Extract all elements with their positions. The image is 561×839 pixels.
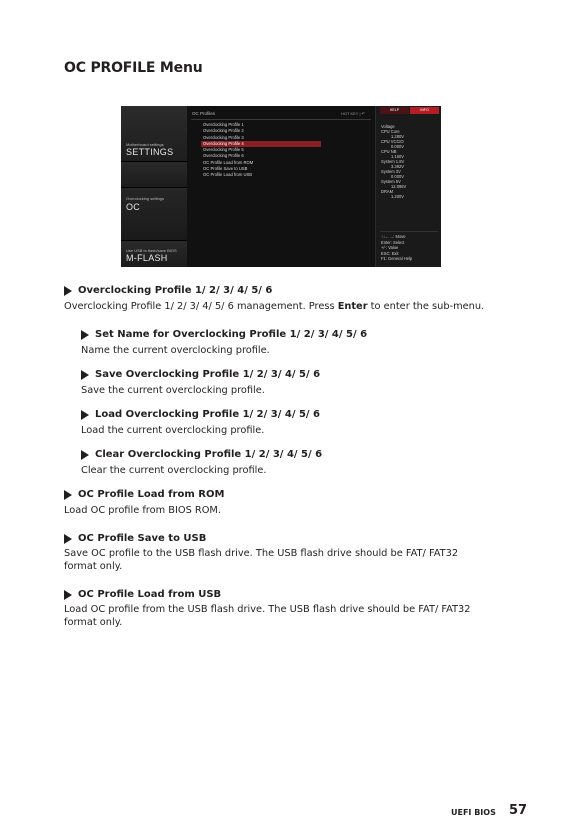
page-number: 57 — [509, 803, 528, 818]
voltage-value: 12.096V — [391, 184, 407, 189]
panel-title: SETTINGS — [126, 147, 174, 157]
bios-header-hotkey[interactable]: HOT KEY | ↶ — [340, 111, 365, 116]
panel-subtitle: Use USB to flash/save BIOS — [126, 248, 177, 253]
voltage-label: System 3V — [381, 169, 401, 174]
voltage-label: DRAM — [381, 189, 394, 194]
subsection-heading-save-profile — [81, 369, 320, 380]
heading-text: Load Overclocking Profile 1/ 2/ 3/ 4/ 5/ 6 — [95, 409, 321, 420]
voltage-value: 1.280V — [391, 134, 404, 139]
subsection-heading-clear-profile — [81, 449, 322, 460]
page-title: OC PROFILE Menu — [64, 60, 203, 76]
subsection-text: Clear the current overclocking profile. — [81, 465, 267, 476]
help-line: ↑↓←→: Move — [381, 234, 406, 239]
panel-title: OC — [126, 202, 141, 212]
bios-right-panel — [375, 106, 441, 267]
heading-text: Clear Overclocking Profile 1/ 2/ 3/ 4/ 5/ 6 — [95, 449, 323, 460]
heading-text: Set Name for Overclocking Profile 1/ 2/ 3/ 4/ 5/ 6 — [95, 329, 368, 340]
voltage-readout — [381, 124, 439, 199]
bios-screenshot — [121, 106, 441, 267]
subsection-heading-load-profile — [81, 409, 320, 420]
triangle-bullet-icon — [81, 330, 89, 340]
voltage-label: System 5V — [381, 179, 401, 184]
menu-item-save-to-usb[interactable]: OC Profile Save to USB — [203, 166, 248, 172]
section-text — [64, 300, 484, 313]
heading-text: Overclocking Profile 1/ 2/ 3/ 4/ 5/ 6 — [78, 285, 273, 296]
voltage-label: CPU NB — [381, 149, 397, 154]
key-help — [381, 234, 441, 262]
panel-title: M-FLASH — [126, 253, 168, 263]
section-text: Load OC profile from BIOS ROM. — [64, 505, 221, 516]
voltage-label: CPU Core — [381, 129, 400, 134]
menu-item-oc-profile-5[interactable]: Overclocking Profile 5 — [203, 147, 244, 153]
voltage-heading: Voltage — [381, 124, 395, 129]
heading-text: Save Overclocking Profile 1/ 2/ 3/ 4/ 5/ 6 — [95, 369, 321, 380]
bios-panel-mflash[interactable] — [121, 241, 187, 267]
key-name: Enter — [337, 301, 368, 312]
subsection-heading-set-name — [81, 329, 367, 340]
section-heading-load-from-rom — [64, 489, 224, 500]
bios-left-column — [121, 106, 187, 267]
subsection-text: Load the current overclocking profile. — [81, 425, 265, 436]
bios-main-area — [187, 106, 375, 267]
bios-header-title: OC Profiles — [192, 111, 216, 116]
menu-item-load-from-usb[interactable]: OC Profile Load from USB — [203, 172, 253, 178]
subsection-text: Save the current overclocking profile. — [81, 385, 265, 396]
triangle-bullet-icon — [64, 534, 72, 544]
section-heading-load-from-usb — [64, 589, 221, 600]
help-line: F1: General Help — [381, 256, 413, 262]
subsection-text: Name the current overclocking profile. — [81, 345, 270, 356]
triangle-bullet-icon — [81, 450, 89, 460]
section-text: Load OC profile from the USB flash drive. The USB flash drive should be FAT/ FAT32 — [64, 604, 471, 615]
section-text: format only. — [64, 561, 123, 572]
heading-text: OC Profile Load from ROM — [78, 489, 225, 500]
menu-item-oc-profile-2[interactable]: Overclocking Profile 2 — [203, 128, 244, 134]
triangle-bullet-icon — [81, 410, 89, 420]
text-part: to enter the sub-menu. — [367, 301, 485, 312]
voltage-value: 3.392V — [391, 164, 404, 169]
panel-subtitle: Motherboard settings — [126, 142, 164, 147]
text-part: Overclocking Profile 1/ 2/ 3/ 4/ 5/ 6 management. Press — [64, 301, 338, 312]
section-text: format only. — [64, 617, 123, 628]
triangle-bullet-icon — [64, 590, 72, 600]
panel-subtitle: Overclocking settings — [126, 196, 165, 201]
menu-item-oc-profile-4[interactable]: Overclocking Profile 4 — [201, 141, 321, 147]
section-text: Save OC profile to the USB flash drive. The USB flash drive should be FAT/ FAT32 — [64, 548, 459, 559]
voltage-value: 1.160V — [391, 154, 404, 159]
heading-text: OC Profile Save to USB — [78, 533, 207, 544]
bios-menu-list — [201, 122, 321, 179]
footer-label: UEFI BIOS — [451, 808, 496, 817]
triangle-bullet-icon — [81, 370, 89, 380]
menu-item-load-from-rom[interactable]: OC Profile Load from ROM — [203, 159, 254, 165]
triangle-bullet-icon — [64, 286, 72, 296]
tab-info[interactable]: INFO — [410, 107, 439, 114]
bios-panel-oc[interactable] — [121, 188, 187, 241]
section-heading-overclocking-profile — [64, 285, 272, 296]
voltage-value: 0.000V — [391, 144, 404, 149]
menu-item-oc-profile-6[interactable]: Overclocking Profile 6 — [203, 153, 244, 159]
voltage-value: 1.200V — [391, 194, 404, 199]
menu-item-oc-profile-3[interactable]: Overclocking Profile 3 — [203, 134, 244, 140]
voltage-label: CPU VCCIO — [381, 139, 404, 144]
help-line: Enter: Select — [381, 239, 405, 245]
menu-item-oc-profile-1[interactable]: Overclocking Profile 1 — [203, 122, 244, 127]
divider — [380, 231, 438, 232]
triangle-bullet-icon — [64, 490, 72, 500]
help-line: ESC: Exit — [381, 250, 399, 256]
tab-help[interactable]: HELP — [380, 107, 409, 114]
help-line: +/-: Value — [381, 245, 399, 251]
voltage-label: System 1.8V — [381, 159, 405, 164]
heading-text: OC Profile Load from USB — [78, 589, 222, 600]
bios-panel-blank — [121, 162, 187, 188]
voltage-value: 0.000V — [391, 174, 404, 179]
section-heading-save-to-usb — [64, 533, 206, 544]
divider — [191, 119, 371, 120]
bios-panel-settings[interactable] — [121, 106, 187, 162]
